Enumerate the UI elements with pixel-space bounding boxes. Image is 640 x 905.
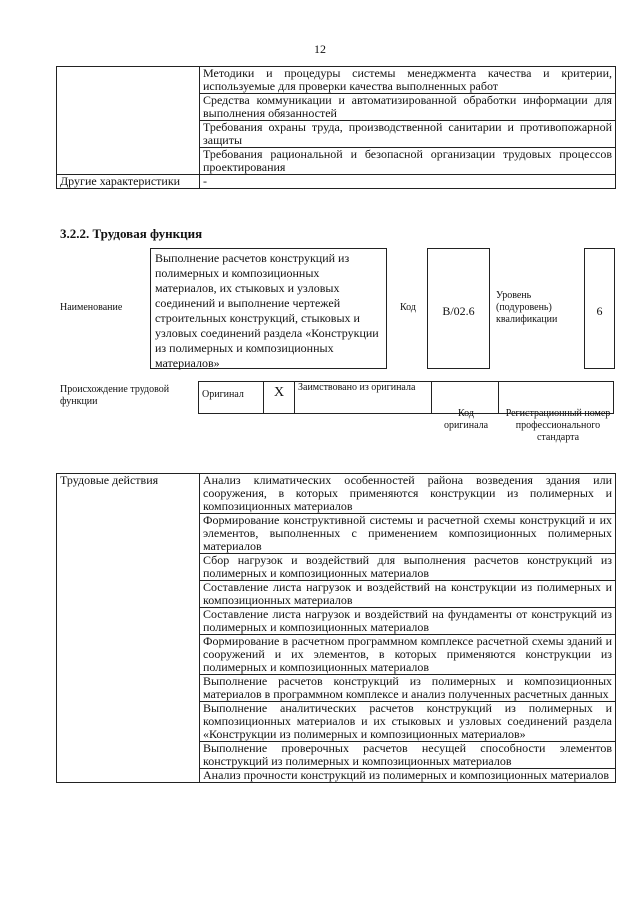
original-code-caption: Код оригинала (443, 408, 489, 431)
table-cell: Требования рациональной и безопасной организации трудовых процессов проектирования (200, 148, 616, 175)
labor-actions-label: Трудовые действия (57, 474, 200, 783)
borrowed-label: Заимствовано из оригинала (295, 382, 432, 414)
registration-caption: Регистрационный номер профессионального стандарта (505, 408, 611, 443)
table-row (57, 175, 616, 189)
action-item: Анализ климатических особенностей района возведения здания или сооружения, в которых применяются конструкции из полимерных и композиционных материалов (200, 474, 616, 514)
action-item: Выполнение расчетов конструкций из полимерных и композиционных материалов в программном комплексе и анализ полученных расчетных данных (200, 675, 616, 702)
level-value-box: 6 (584, 248, 615, 369)
table-cell: Средства коммуникации и автоматизированной обработки информации для выполнения обязанностей (200, 94, 616, 121)
action-item: Выполнение проверочных расчетов несущей способности элементов конструкций из полимерных и композиционных материалов (200, 742, 616, 769)
original-mark: X (264, 382, 295, 414)
section-heading: 3.2.2. Трудовая функция (60, 226, 203, 241)
table-cell: Требования охраны труда, производственной санитарии и противопожарной защиты (200, 121, 616, 148)
action-item: Составление листа нагрузок и воздействий на фундаменты от конструкций из полимерных и композиционных материалов (200, 608, 616, 635)
action-item: Составление листа нагрузок и воздействий на конструкции из полимерных и композиционных материалов (200, 581, 616, 608)
page-number: 12 (314, 42, 326, 56)
action-item: Формирование в расчетном программном комплексе расчетной схемы зданий и сооружений и их элементов, в которых применяются конструкции из полимерных и композиционных материалов (200, 635, 616, 675)
table-row (57, 67, 616, 94)
action-item: Выполнение аналитических расчетов конструкций из полимерных и композиционных материалов и их стыковых и узловых соединений раздела «Конструкции из полимерных и композиционных материалов» (200, 702, 616, 742)
table-row (57, 474, 616, 514)
code-label: Код (400, 302, 416, 313)
action-item: Формирование конструктивной системы и расчетной схемы конструкций и их элементов, выполненных с применением композиционных полимерных материалов (200, 514, 616, 554)
top-characteristics-table (56, 66, 616, 189)
empty-label-cell (57, 67, 200, 175)
labor-actions-table (56, 473, 616, 783)
table-cell: Методики и процедуры системы менеджмента качества и критерии, используемые для проверки качества выполненных работ (200, 67, 616, 94)
function-name-box: Выполнение расчетов конструкций из полимерных и композиционных материалов, их стыковых и узловых соединений и выполнение чертежей строительных конструкций, стыковых и узловых соединений раздела «Конструкции из полимерных и композиционных материалов» (150, 248, 387, 369)
action-item: Сбор нагрузок и воздействий для выполнения расчетов конструкций из полимерных и композиционных материалов (200, 554, 616, 581)
other-characteristics-label: Другие характеристики (57, 175, 200, 189)
name-label: Наименование (60, 302, 123, 313)
action-item: Анализ прочности конструкций из полимерных и композиционных материалов (200, 769, 616, 783)
other-characteristics-value: - (200, 175, 616, 189)
function-code-box: B/02.6 (427, 248, 490, 369)
origin-label: Происхождение трудовой функции (60, 384, 170, 407)
level-label: Уровень (подуровень) квалификации (496, 290, 558, 325)
original-label: Оригинал (199, 382, 264, 414)
